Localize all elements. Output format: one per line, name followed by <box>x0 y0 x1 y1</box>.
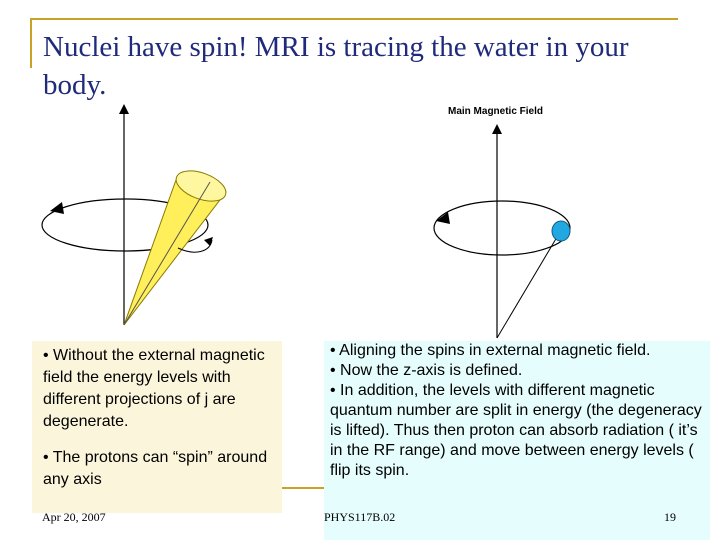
right-box-line-3: • In addition, the levels with different magnetic quantum number are split in energy (the degeneracy is lifted). Thus then proton can absorb radiation ( it’s in the RF range) and move between energy levels ( flip its spin. <box>330 382 702 479</box>
spin-cone <box>124 165 230 325</box>
left-explanation-box <box>32 341 282 513</box>
footer-course: PHYS117B.02 <box>324 510 396 524</box>
aligned-spin-diagram <box>434 126 570 338</box>
proton-dot <box>552 221 570 241</box>
left-box-line-1: • Without the external magnetic field the energy levels with different projections of j are degenerate. <box>43 347 265 430</box>
footer-page-number: 19 <box>664 510 676 524</box>
right-box-line-2: • Now the z-axis is defined. <box>330 362 523 379</box>
left-box-line-2: • The protons can “spin” around any axis <box>43 449 268 488</box>
right-box-line-1: • Aligning the spins in external magnetic field. <box>330 342 651 359</box>
spin-vector <box>497 232 560 338</box>
footer-date: Apr 20, 2007 <box>42 510 106 524</box>
box-connector <box>282 487 324 489</box>
free-spin-diagram <box>42 106 230 325</box>
slide-title: Nuclei have spin! MRI is tracing the water in your body. <box>43 31 629 101</box>
field-precession-orbit <box>434 201 570 255</box>
main-field-label: Main Magnetic Field <box>448 106 544 117</box>
